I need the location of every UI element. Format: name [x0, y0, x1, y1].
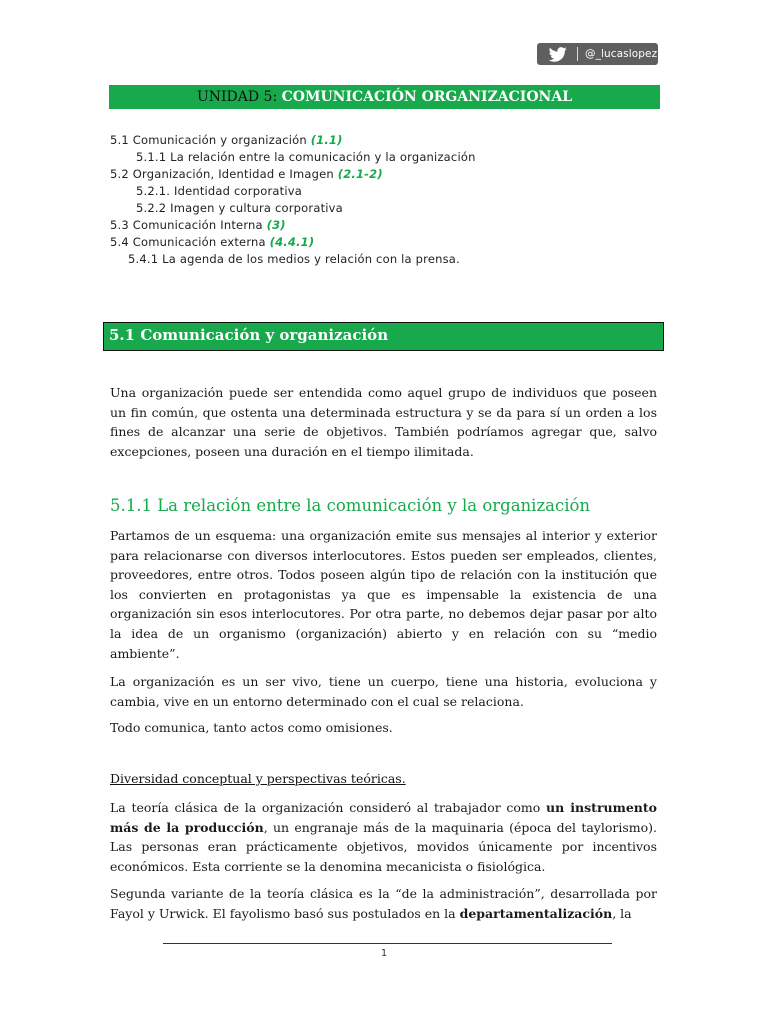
body-paragraph [110, 672, 657, 711]
body-paragraph [110, 798, 657, 876]
twitter-handle-badge[interactable] [537, 43, 658, 65]
section-heading-box [103, 322, 664, 351]
unit-title: COMUNICACIÓN ORGANIZACIONAL [281, 89, 573, 105]
underlined-heading: Diversidad conceptual y perspectivas teóricas. [110, 771, 406, 786]
toc-item-label: 5.1.1 La relación entre la comunicación y la organización [136, 150, 476, 164]
paragraph-text: Partamos de un esquema: una organización emite sus mensajes al interior y exterior para relacionarse con diversos interlocutores. Estos pueden ser empleados, clientes, proveedores, entre otros. Todos poseen algún tipo de relación con la institución que los convierten en protagonistas ya que es impensable la existencia de una organización sin esos interlocutores. Por otra parte, no debemos dejar pasar por alto la idea de un organismo (organización) abierto y en relación con su “medio ambiente”. [110, 528, 657, 661]
body-paragraph [110, 718, 657, 738]
toc-item-ref: (4.4.1) [269, 235, 315, 249]
paragraph-text: La organización es un ser vivo, tiene un cuerpo, tiene una historia, evoluciona y cambia, vive en un entorno determinado con el cual se relaciona. [110, 674, 657, 709]
bold-phrase: departamentalización [459, 905, 613, 921]
twitter-handle: @_lucaslopez [585, 48, 658, 60]
toc-item[interactable] [110, 218, 286, 232]
paragraph-text [110, 884, 657, 923]
toc-item-label: 5.2 Organización, Identidad e Imagen [110, 167, 338, 181]
toc-item-ref: (3) [266, 218, 286, 232]
toc-item-label: 5.2.2 Imagen y cultura corporativa [136, 201, 343, 215]
twitter-bird-icon [549, 47, 567, 62]
toc-item[interactable] [136, 184, 302, 198]
page-number: 1 [380, 948, 388, 959]
toc-item[interactable] [128, 252, 460, 266]
text-run: , la [612, 905, 632, 921]
toc-item[interactable] [110, 133, 343, 147]
bold-phrase: un instrumento más de la producción [110, 800, 657, 835]
unit-number: UNIDAD 5: [196, 89, 282, 105]
toc-item[interactable] [110, 235, 314, 249]
paragraph-text: Todo comunica, tanto actos como omisiones. [110, 720, 393, 735]
toc-item-label: 5.3 Comunicación Interna [110, 218, 267, 232]
toc-item-label: 5.2.1. Identidad corporativa [136, 184, 302, 198]
intro-paragraph [110, 383, 657, 461]
toc-item-label: 5.4.1 La agenda de los medios y relación con la prensa. [128, 252, 460, 266]
text-run: Segunda variante de la teoría clásica es la “de la administración”, desarrollada por Fayol y Urwick. El fayolismo basó sus postulados en la [110, 886, 657, 921]
toc-item-ref: (1.1) [310, 133, 343, 147]
text-run: , un engranaje más de la maquinaria (época del taylorismo). Las personas eran prácticamente objetivos, movidos únicamente por incentivos económicos. Esta corriente se la denomina mecanicista o fisiológica. [110, 819, 657, 874]
paragraph-text: Una organización puede ser entendida como aquel grupo de individuos que poseen un fin común, que ostenta una determinada estructura y se da para sí un orden a los fines de alcanzar una serie de objetivos. También podríamos agregar que, salvo excepciones, poseen una duración en el tiempo ilimitada. [110, 385, 657, 459]
text-run: La teoría clásica de la organización consideró al trabajador como [110, 800, 547, 815]
badge-divider [577, 47, 578, 61]
body-paragraph [110, 884, 657, 923]
toc-item[interactable] [110, 167, 383, 181]
toc-item[interactable] [136, 150, 476, 164]
subsection-title: 5.1.1 La relación entre la comunicación y la organización [110, 496, 591, 515]
paragraph-text [110, 798, 657, 876]
unit-title-bar [109, 85, 660, 109]
toc-item-label: 5.4 Comunicación externa [110, 235, 270, 249]
toc-item[interactable] [136, 201, 343, 215]
body-paragraph [110, 526, 657, 663]
footer-rule [163, 943, 612, 944]
toc-item-label: 5.1 Comunicación y organización [110, 133, 311, 147]
toc-item-ref: (2.1-2) [337, 167, 383, 181]
section-title: 5.1 Comunicación y organización [109, 326, 389, 344]
